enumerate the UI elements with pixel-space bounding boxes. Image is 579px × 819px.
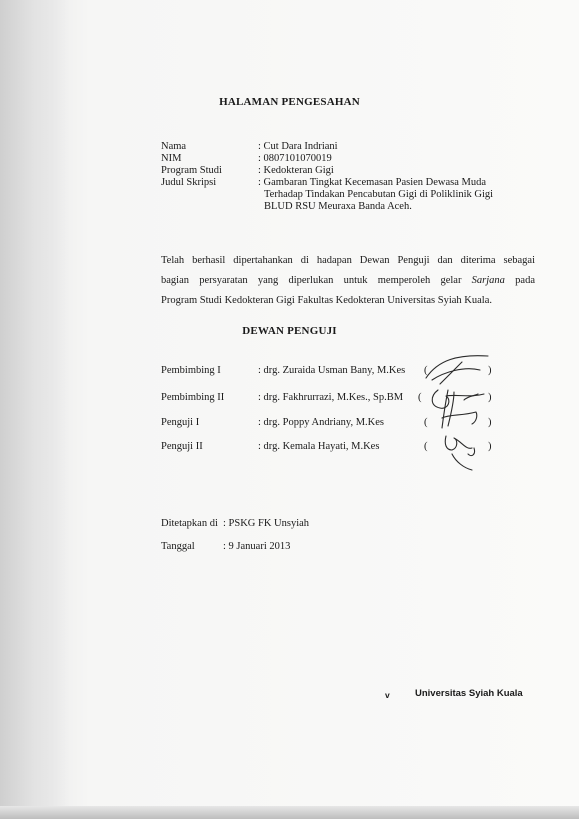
enactment-label: Ditetapkan di — [161, 518, 218, 529]
signature-stroke — [448, 392, 454, 426]
statement-line — [161, 275, 535, 287]
enactment-label: Tanggal — [161, 541, 195, 552]
statement-line: Telah berhasil dipertahankan di hadapan Dewan Penguji dan diterima sebagai — [161, 255, 535, 266]
signature-stroke — [464, 394, 478, 400]
examiner-name: : drg. Kemala Hayati, M.Kes — [258, 441, 380, 452]
signature-stroke — [442, 412, 477, 424]
examiner-role: Pembimbing II — [161, 392, 225, 403]
judul-continuation: BLUD RSU Meuraxa Banda Aceh. — [264, 201, 412, 212]
signature-stroke — [445, 436, 472, 450]
identity-value: : Kedokteran Gigi — [258, 165, 334, 176]
signature-stroke — [442, 390, 448, 428]
identity-label: Program Studi — [161, 165, 222, 176]
examiner-name: : drg. Fakhrurrazi, M.Kes., Sp.BM — [258, 392, 404, 403]
signature-paren-open: ( — [424, 417, 428, 428]
signature-paren-close: ) — [488, 441, 492, 452]
enactment-value: : PSKG FK Unsyiah — [223, 518, 310, 529]
statement-line: Program Studi Kedokteran Gigi Fakultas Kedokteran Universitas Syiah Kuala. — [161, 295, 492, 306]
page-title: HALAMAN PENGESAHAN — [219, 96, 360, 108]
identity-value: : 0807101070019 — [258, 153, 332, 164]
statement-text: pada — [504, 275, 535, 286]
signature-stroke — [432, 369, 480, 380]
identity-label: NIM — [161, 153, 182, 164]
judul-continuation: Terhadap Tindakan Pencabutan Gigi di Poliklinik Gigi — [264, 189, 494, 200]
signature-paren-close: ) — [488, 392, 492, 403]
signature-paren-open: ( — [424, 365, 428, 376]
footer-university: Universitas Syiah Kuala — [415, 688, 523, 699]
examiner-name: : drg. Poppy Andriany, M.Kes — [258, 417, 384, 428]
page-binding-shadow — [0, 0, 70, 819]
signature-stroke — [452, 454, 472, 470]
identity-label: Judul Skripsi — [161, 177, 217, 188]
handwritten-signatures — [418, 350, 498, 478]
examiner-role: Pembimbing I — [161, 365, 221, 376]
examiner-name: : drg. Zuraida Usman Bany, M.Kes — [258, 365, 406, 376]
signature-paren-open: ( — [424, 441, 428, 452]
identity-label: Nama — [161, 141, 187, 152]
statement-text: bagian persyaratan yang diperlukan untuk memperoleh gelar — [161, 275, 472, 286]
enactment-value: : 9 Januari 2013 — [223, 541, 291, 552]
signature-paren-open: ( — [418, 392, 422, 403]
examiner-role: Penguji I — [161, 417, 200, 428]
signature-stroke — [440, 362, 462, 384]
degree-emphasis: Sarjana — [471, 275, 505, 286]
signature-paren-close: ) — [488, 365, 492, 376]
board-title: DEWAN PENGUJI — [242, 325, 337, 337]
examiner-role: Penguji II — [161, 441, 203, 452]
identity-value: : Gambaran Tingkat Kecemasan Pasien Dewasa Muda — [258, 177, 487, 188]
signature-stroke — [432, 390, 484, 408]
signature-paren-close: ) — [488, 417, 492, 428]
signature-stroke — [468, 448, 475, 456]
page-bottom-edge — [0, 806, 579, 819]
identity-value: : Cut Dara Indriani — [258, 141, 338, 152]
page-number: v — [385, 690, 390, 700]
